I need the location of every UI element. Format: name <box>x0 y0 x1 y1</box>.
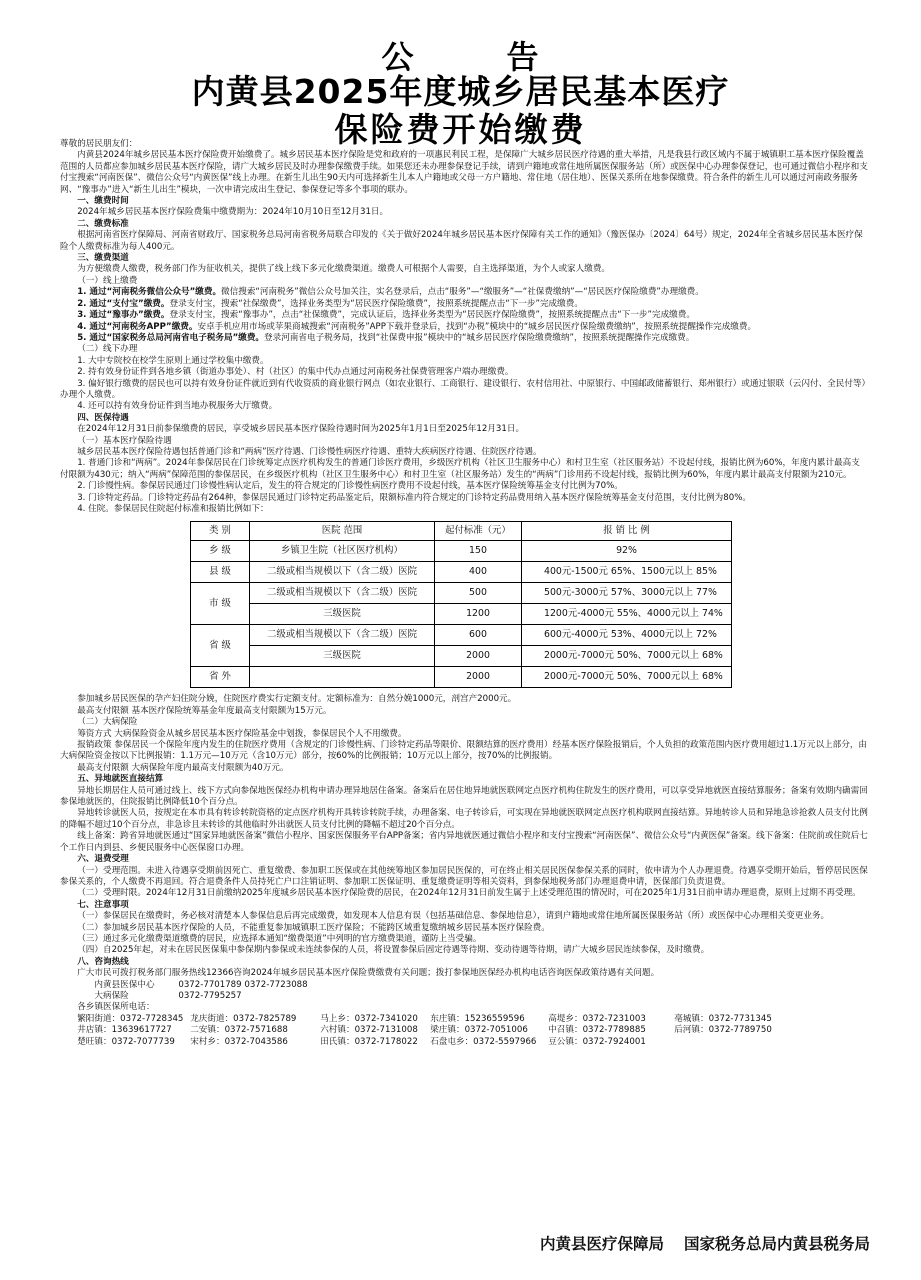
table-cell-ratio: 600元-4000元 53%、4000元以上 72% <box>522 625 732 646</box>
major-illness-funding: 筹资方式 大病保险资金从城乡居民基本医疗保险基金中划拨，参保居民个人不用缴费。 <box>77 728 407 739</box>
station-phone: 中召镇：0372-7789885 <box>548 1025 646 1036</box>
section-7-para-2: （二）参加城乡居民基本医疗保险的人员，不能重复参加城镇职工医疗保险；不能跨区域重复缴纳城乡居民基本医疗保险费。 <box>77 922 550 933</box>
table-cell-category: 乡 级 <box>191 541 250 562</box>
table-cell-deductible: 2000 <box>435 646 522 667</box>
table-cell-category: 市 级 <box>191 583 250 625</box>
hospitalization-table <box>190 521 732 688</box>
station-phone: 井店镇：13639617727 <box>77 1025 172 1036</box>
online-payment-heading: （一）线上缴费 <box>77 275 138 286</box>
table-cell-deductible: 1200 <box>435 604 522 625</box>
table-cell-range: 二级或相当规模以下（含二级）医院 <box>250 583 435 604</box>
table-cell-category: 省 外 <box>191 667 250 688</box>
benefit-item-2: 2. 门诊慢性病。参保居民通过门诊慢性病认定后，发生的符合规定的门诊慢性病医疗费用不设起付线，基本医疗保险统筹基金支付比例为70%。 <box>77 481 623 492</box>
basic-insurance-heading: （一）基本医疗保险待遇 <box>77 435 172 446</box>
notice-heading-char-2: 告 <box>506 38 540 76</box>
station-phone: 二安镇：0372-7571688 <box>190 1025 288 1036</box>
max-payment-note: 最高支付限额 基本医疗保险统筹基金年度最高支付限额为15万元。 <box>77 705 332 716</box>
table-cell-ratio: 2000元-7000元 50%、7000元以上 68% <box>522 646 732 667</box>
table-row <box>191 604 732 625</box>
table-cell-category: 省 级 <box>191 625 250 667</box>
table-cell-range: 二级或相当规模以下（含二级）医院 <box>250 625 435 646</box>
table-cell-deductible: 400 <box>435 562 522 583</box>
online-channel-5 <box>60 333 868 344</box>
table-cell-ratio: 2000元-7000元 50%、7000元以上 68% <box>522 667 732 688</box>
table-row <box>191 646 732 667</box>
section-4-heading: 四、医保待遇 <box>77 412 129 423</box>
notice-title-line-2: 保险费开始缴费 <box>334 110 587 149</box>
station-phone: 后河镇：0372-7789750 <box>674 1025 772 1036</box>
table-cell-deductible: 500 <box>435 583 522 604</box>
table-header-deductible: 起付标准（元） <box>435 522 522 541</box>
station-phone: 田氏镇：0372-7178022 <box>320 1036 418 1047</box>
station-phone: 梁庄镇：0372-7051006 <box>430 1025 528 1036</box>
online-channel-5-text: 登录河南省电子税务局，找到“社保费申报”模块中的“城乡居民医疗保险缴费缴纳”，按照系统提醒操作完成缴费。 <box>264 332 695 343</box>
station-phone: 豆公镇：0372-7924001 <box>548 1036 646 1047</box>
major-illness-policy: 报销政策 参保居民一个保险年度内发生的住院医疗费用（含规定的门诊慢性病、门诊特定药品等限价、限额结算的医疗费用）经基本医疗保险报销后，个人负担的政策范围内医疗费用超过1.1万元以上部分，由大病保险资金按以下比例报销：1.1万元—10万元（含10万元）部分，按60%的比例报销；10万元以上部分，按70%的比例报销。 <box>60 740 868 762</box>
issuer-healthcare-bureau: 内黄县医疗保障局 <box>539 1235 664 1253</box>
benefit-item-3: 3. 门诊特定药品。门诊特定药品有264种，参保居民通过门诊特定药品鉴定后，限额标准内符合规定的门诊特定药品费用纳入基本医疗保险统筹基金支付范围，支付比例为80%。 <box>77 492 751 503</box>
hotline-value: 0372-7795257 <box>178 990 242 1001</box>
table-row <box>191 667 732 688</box>
section-8-heading: 八、咨询热线 <box>77 956 129 967</box>
major-illness-heading: （二）大病保险 <box>77 717 138 728</box>
section-2-text: 根据河南省医疗保障局、河南省财政厅、国家税务总局河南省税务局联合印发的《关于做好2024年城乡居民基本医疗保障有关工作的通知》（豫医保办〔2024〕64号）规定，2024年全省城乡居民基本医疗保险个人缴费标准为每人400元。 <box>60 230 863 252</box>
section-5-para-3: 线上备案：跨省异地就医通过“国家异地就医备案”微信小程序、国家医保服务平台APP备案；省内异地就医通过微信小程序和支付宝搜索“河南医保”、微信公众号“内黄医保”备案。线下备案：住院前或住院后七个工作日内到县、乡便民服务中心医保窗口办理。 <box>60 831 868 853</box>
online-channel-3 <box>60 310 868 321</box>
online-channel-2 <box>60 299 868 310</box>
benefit-item-1: 1. 普通门诊和“两病”。2024年参保居民在门诊统筹定点医疗机构发生的普通门诊医疗费用，乡级医疗机构（社区卫生服务中心）和村卫生室（社区服务站）不设起付线，报销比例为60%，年度内累计最高支付限额为430元；纳入“两病”保障范围的参保居民，在乡级医疗机构（社区卫生服务中心）和村卫生室（社区服务站）发生的“两病”门诊用药不设起付线，报销比例为60%，年度内累计最高支付限额为210元。 <box>60 458 860 480</box>
station-phone: 宋村乡：0372-7043586 <box>190 1036 288 1047</box>
table-cell-ratio: 1200元-4000元 55%、4000元以上 74% <box>522 604 732 625</box>
station-row <box>60 1025 868 1036</box>
section-1-heading: 一、缴费时间 <box>77 196 129 207</box>
station-phone: 亳城镇：0372-7731345 <box>674 1013 772 1024</box>
section-6-para-1: （一）受理范围。未进入待遇享受期前因死亡、重复缴费、参加职工医保或在其他统筹地区参加居民医保的，可在终止相关居民医保参保关系的同时，依申请为个人办理退费。待遇享受期开始后，暂停居民医保参保关系的，个人缴费不再退回。符合退费条件人员持死亡户口注销证明、参加职工医保证明、重复缴费证明等相关资料，到参保地税务部门办理退费申请，医保部门负责退费。 <box>60 865 868 887</box>
online-channel-5-title: 5. 通过“国家税务总局河南省电子税务局”缴费。 <box>77 332 265 343</box>
benefit-item-4: 4. 住院。参保居民住院起付标准和报销比例如下： <box>77 504 269 514</box>
online-channel-3-text: 登录支付宝，搜索“豫事办”，点击“社保缴费”，完成认证后，选择业务类型为“居民医疗保险缴费”，按照系统提醒点击“下一步”完成缴费。 <box>169 310 695 321</box>
online-channel-1-text: 微信搜索“河南税务”微信公众号加关注，实名登录后，点击“服务”—“缴服务”—“社保费缴纳”—“居民医疗保险缴费”办理缴费。 <box>221 287 704 298</box>
hotline-label: 内黄县医保中心 <box>94 979 155 990</box>
station-phone-list <box>60 1014 868 1048</box>
offline-channel-1: 1. 大中专院校在校学生原则上通过学校集中缴费。 <box>77 355 269 366</box>
notice-title-line-1: 内黄县2025年度城乡居民基本医疗 <box>191 72 730 111</box>
table-cell-deductible: 600 <box>435 625 522 646</box>
online-channel-4 <box>60 322 868 333</box>
section-8-text: 广大市民可拨打税务部门服务热线12366咨询2024年城乡居民基本医疗保险费缴费有关问题；拨打参保地医保经办机构电话咨询医保政策待遇有关问题。 <box>77 968 660 979</box>
table-cell-deductible: 2000 <box>435 667 522 688</box>
online-channel-1-title: 1. 通过“河南税务微信公众号”缴费。 <box>77 287 222 298</box>
table-header-range: 医院 范围 <box>250 522 435 541</box>
issuer-tax-bureau: 国家税务总局内黄县税务局 <box>683 1235 870 1253</box>
online-channel-2-text: 登录支付宝，搜索“社保缴费”，选择业务类型为“居民医疗保险缴费”，按照系统提醒点击“下一步”完成缴费。 <box>169 298 583 309</box>
station-phone-title: 各乡镇医保所电话： <box>77 1002 155 1013</box>
hotline-label: 大病保险 <box>94 990 129 1001</box>
table-row <box>191 583 732 604</box>
section-7-heading: 七、注意事项 <box>77 899 129 910</box>
table-cell-ratio: 500元-3000元 57%、3000元以上 77% <box>522 583 732 604</box>
table-cell-range <box>250 667 435 688</box>
hotline-value: 0372-7701789 0372-7723088 <box>178 979 308 990</box>
notice-heading-char-1: 公 <box>381 38 415 76</box>
online-channel-1 <box>60 287 868 298</box>
table-header-row <box>191 522 732 541</box>
station-phone: 马上乡：0372-7341020 <box>320 1013 418 1024</box>
section-5-para-1: 异地长期居住人员可通过线上、线下方式向参保地医保经办机构申请办理异地居住备案。备案后在居住地异地就医联网定点医疗机构住院发生的医疗费用，可以享受异地就医直接结算服务；备案有效期内确需回参保地就医的，住院报销比例降低10个百分点。 <box>60 785 868 808</box>
table-cell-ratio: 400元-1500元 65%、1500元以上 85% <box>522 562 732 583</box>
table-cell-range: 二级或相当规模以下（含二级）医院 <box>250 562 435 583</box>
section-3-text: 为方便缴费人缴费，税务部门作为征收机关，提供了线上线下多元化缴费渠道。缴费人可根据个人需要，自主选择渠道，为个人或家人缴费。 <box>77 264 611 275</box>
station-row <box>60 1037 868 1048</box>
table-cell-deductible: 150 <box>435 541 522 562</box>
intro-paragraph: 内黄县2024年城乡居民基本医疗保险费开始缴费了。城乡居民基本医疗保险是党和政府的一项惠民利民工程，是保障广大城乡居民医疗待遇的重大举措，凡是我县行政区域内不属于城镇职工基本医疗保险覆盖范围的人员都应参加城乡居民基本医疗保险，请广大城乡居民及时办理参保缴费手续。如果您还未办理参保登记手续，请到户籍地或常住地所属医保服务站（所）或医保中心办理参保登记，也可通过微信小程序和支付宝搜索“河南医保”、微信公众号“内黄医保”线上办理。在新生儿出生90天内可选择新生儿本人户籍地或父母一方户籍地、常住地（居住地）、医保关系所在地参保缴费。符合条件的新生儿可以通过河南政务服务网、“豫事办”进入“新生儿出生”模块，一次申请完成出生登记、参保登记等多个事项的联办。 <box>60 150 868 195</box>
table-cell-range: 三级医院 <box>250 604 435 625</box>
table-cell-range: 三级医院 <box>250 646 435 667</box>
section-5-para-2: 异地转诊就医人员，按规定在本市具有转诊转院资格的定点医疗机构开具转诊转院手续，办理备案、电子转诊后，可实现在异地就医联网定点医疗机构联网直接结算。异地转诊人员和异地急诊抢救人员支付比例的降幅不超过10个百分点，非急诊且未转诊的其他临时外出就医人员支付比例的降幅不超过20个百分点。 <box>60 808 868 830</box>
offline-channel-3: 3. 偏好银行缴费的居民也可以持有效身份证件就近到有代收资质的商业银行网点（如农业银行、工商银行、建设银行、农村信用社、中原银行、中国邮政储蓄银行、郑州银行）或通过银联（云闪付、全民付等）办理个人缴费。 <box>60 378 866 400</box>
offline-channel-4: 4. 还可以持有效身份证件到当地办税服务大厅缴费。 <box>77 401 278 412</box>
section-6-para-2: （二）受理时限。2024年12月31日前缴纳2025年度城乡居民基本医疗保险费的居民，在2024年12月31日前发生属于上述受理范围的情况时，可在2025年1月31日前申请办理退费，原则上过期不再受理。 <box>77 888 861 899</box>
station-phone: 石盘屯乡：0372-5597966 <box>430 1036 537 1047</box>
section-3-heading: 三、缴费渠道 <box>77 253 129 264</box>
section-6-heading: 六、退费受理 <box>77 854 129 865</box>
table-cell-ratio: 92% <box>522 541 732 562</box>
section-1-text: 2024年城乡居民基本医疗保险费集中缴费期为：2024年10月10日至12月31日。 <box>77 207 389 218</box>
table-header-ratio: 报 销 比 例 <box>522 522 732 541</box>
section-5-heading: 五、异地就医直接结算 <box>77 774 164 785</box>
station-phone: 繁阳街道：0372-7728345 <box>77 1013 184 1024</box>
table-cell-range: 乡镇卫生院（社区医疗机构） <box>250 541 435 562</box>
station-phone: 六村镇：0372-7131008 <box>320 1025 418 1036</box>
basic-insurance-text: 城乡居民基本医疗保险待遇包括普通门诊和“两病”医疗待遇、门诊慢性病医疗待遇、重特大疾病医疗待遇、住院医疗待遇。 <box>77 446 542 457</box>
table-row <box>191 625 732 646</box>
greeting: 尊敬的居民朋友们： <box>60 139 138 149</box>
online-channel-4-title: 4. 通过“河南税务APP”缴费。 <box>77 321 198 332</box>
notice-body <box>60 139 868 1048</box>
station-phone: 高堤乡：0372-7231003 <box>548 1013 646 1024</box>
major-illness-limit: 最高支付限额 大病保险年度内最高支付限额为40万元。 <box>77 762 289 773</box>
section-7-para-1: （一）参保居民在缴费时，务必核对清楚本人参保信息后再完成缴费，如发现本人信息有误（包括基础信息、参保地信息），请到户籍地或常住地所属医保服务站（所）或医保中心办理相关变更业务。 <box>77 911 830 922</box>
hotline-medical-center <box>60 980 868 991</box>
table-row <box>191 562 732 583</box>
table-row <box>191 541 732 562</box>
station-phone: 楚旺镇：0372-7077739 <box>77 1036 175 1047</box>
section-7-para-3: （三）通过多元化缴费渠道缴费的居民，应选择本通知“缴费渠道”中列明的官方缴费渠道，谨防上当受骗。 <box>77 933 482 944</box>
station-phone: 东庄镇：15236559596 <box>430 1013 525 1024</box>
online-channel-3-title: 3. 通过“豫事办”缴费。 <box>77 310 170 321</box>
station-row <box>60 1014 868 1025</box>
table-header-category: 类 别 <box>191 522 250 541</box>
issuer-signature <box>0 1232 870 1254</box>
offline-payment-heading: （二）线下办理 <box>77 344 138 355</box>
table-cell-category: 县 级 <box>191 562 250 583</box>
online-channel-4-text: 安卓手机应用市场或苹果商城搜索“河南税务”APP下载并登录后，找到“办税”模块中的“城乡居民医疗保险缴费缴纳”，按照系统提醒操作完成缴费。 <box>197 321 757 332</box>
section-4-text: 在2024年12月31日前参保缴费的居民，享受城乡居民基本医疗保险待遇时间为2025年1月1日至2025年12月31日。 <box>77 424 525 435</box>
section-2-heading: 二、缴费标准 <box>77 218 129 229</box>
section-7-para-4: （四）自2025年起，对未在居民医保集中参保期内参保或未连续参保的人员，将设置参保后固定待遇等待期、变动待遇等待期，请广大城乡居民连续参保，及时缴费。 <box>77 945 710 956</box>
hotline-major-illness <box>60 991 868 1002</box>
maternity-note: 参加城乡居民医保的孕产妇住院分娩，住院医疗费实行定额支付。定额标准为：自然分娩1000元，剖宫产2000元。 <box>77 694 517 705</box>
offline-channel-2: 2. 持有效身份证件到各地乡镇（街道办事处）、村（社区）的集中代办点通过河南税务社保费管理客户端办理缴费。 <box>77 367 514 378</box>
station-phone: 龙庆街道：0372-7825789 <box>190 1013 297 1024</box>
online-channel-2-title: 2. 通过“支付宝”缴费。 <box>77 298 170 309</box>
